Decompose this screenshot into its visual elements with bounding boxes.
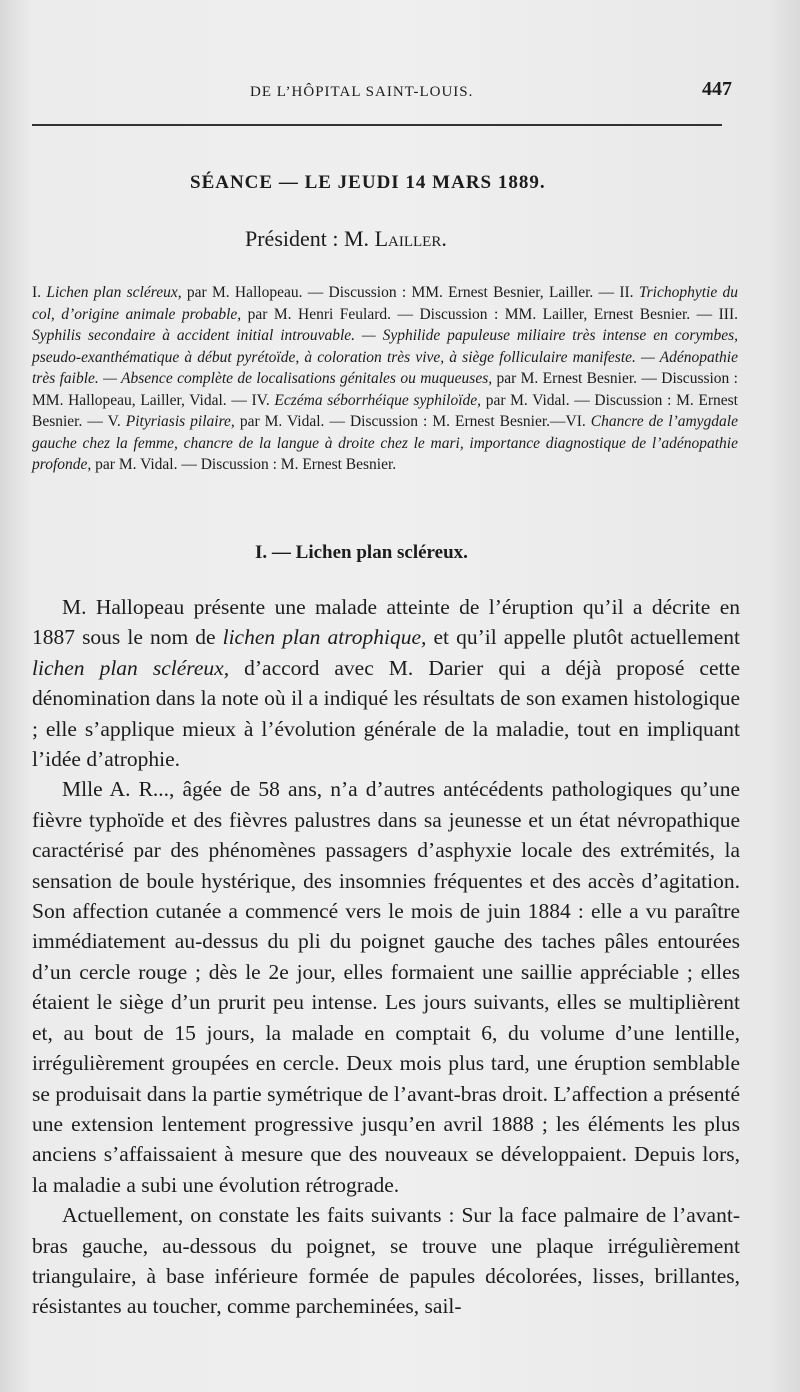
text-run: M. Hallopeau présente une malade atteinte de l’éruption qu’il a décrite en 1887 sous le nom de	[32, 595, 740, 650]
italic-text: Syphilis secondaire à accident initial introuvable. — Syphilide papuleuse miliaire très intense en corymbes, pseudo-exanthématique à début pyrétoïde, à coloration très vive, à siège folliculaire manifeste. — Adénopathie très faible. — Absence complète de localisations génitales ou muqueuses,	[32, 327, 738, 387]
italic-text: lichen plan scléreux,	[32, 655, 230, 680]
text-run: par M. Henri Feulard. — Discussion : MM. Lailler, Ernest Besnier. — III.	[241, 305, 738, 323]
text-run: d’accord avec M. Darier qui a déjà proposé cette dénomination dans la note où il a indiqué les résultats de son examen histologique ; elle s’applique mieux à l’évolution générale de la maladie, tout en impliquant l’idée d’atrophie.	[32, 655, 740, 772]
section-title: I. — Lichen plan scléreux.	[255, 542, 468, 563]
italic-text: Trichophytie du col, d’origine animale probable,	[32, 284, 738, 323]
session-title: SÉANCE — LE JEUDI 14 MARS 1889.	[190, 172, 546, 193]
summary-paragraph	[32, 282, 738, 476]
text-run: Mlle A. R..., âgée de 58 ans, n’a d’autres antécédents pathologiques qu’une fièvre typhoïde et des fièvres palustres dans sa jeunesse et un état névropathique caractérisé par des phénomènes passagers d’asphyxie locale des extrémités, la sensation de boule hystérique, des insomnies fréquentes et des accès d’agitation. Son affection cutanée a commencé vers le mois de juin 1884 : elle a vu paraître immédiatement au-dessus du pli du poignet gauche des taches pâles entourées d’un cercle rouge ; dès le 2e jour, elles formaient une saillie appréciable ; elles étaient le siège d’un prurit peu intense. Les jours suivants, elles se multiplièrent et, au bout de 15 jours, la malade en comptait 6, du volume d’une lentille, irrégulièrement groupées en cercle. Deux mois plus tard, une éruption semblable se produisait dans la partie symétrique de l’avant-bras droit. L’affection a présenté une extension lentement progressive jusqu’en avril 1888 ; les éléments les plus anciens s’affaissaient à mesure que des nouveaux se développaient. Depuis lors, la maladie a subi une évolution rétrograde.	[32, 777, 740, 1197]
header-rule	[32, 124, 722, 126]
body-paragraph	[32, 592, 740, 774]
running-head: DE L’HÔPITAL SAINT-LOUIS.	[250, 84, 474, 100]
italic-text: Eczéma séborrhéique syphiloïde,	[274, 391, 482, 409]
page-number: 447	[702, 78, 732, 100]
president-name: Lailler.	[374, 226, 447, 251]
president-label: Président : M.	[245, 226, 375, 251]
session-summary	[32, 282, 738, 476]
text-run: I.	[32, 284, 47, 301]
text-run: et qu’il appelle plutôt actuellement	[426, 625, 740, 650]
italic-text: Lichen plan scléreux,	[46, 284, 182, 301]
body-paragraph	[32, 774, 740, 1200]
italic-text: lichen plan atrophique,	[222, 625, 427, 650]
text-run: par M. Vidal. — Discussion : M. Ernest Besnier. — V.	[32, 391, 738, 430]
body-text	[32, 592, 740, 1322]
text-run: par M. Vidal. — Discussion : M. Ernest Besnier.	[91, 456, 397, 473]
president-line	[245, 226, 447, 252]
text-run: par M. Ernest Besnier. — Discussion : MM. Hallopeau, Lailler, Vidal. — IV.	[32, 370, 738, 409]
body-paragraph	[32, 1200, 740, 1322]
italic-text: Pityriasis pilaire,	[125, 413, 235, 430]
text-run: par M. Hallopeau. — Discussion : MM. Ernest Besnier, Lailler. — II.	[181, 284, 639, 301]
text-run: Actuellement, on constate les faits suivants : Sur la face palmaire de l’avant-bras gauche, au-dessous du poignet, se trouve une plaque irrégulièrement triangulaire, à base inférieure formée de papules décolorées, lisses, brillantes, résistantes au toucher, comme parcheminées, sail-	[32, 1203, 740, 1319]
text-run: par M. Vidal. — Discussion : M. Ernest Besnier.—VI.	[234, 413, 591, 430]
italic-text: Chancre de l’amygdale gauche chez la femme, chancre de la langue à droite chez le mari, importance diagnostique de l’adénopathie profonde,	[32, 413, 738, 473]
